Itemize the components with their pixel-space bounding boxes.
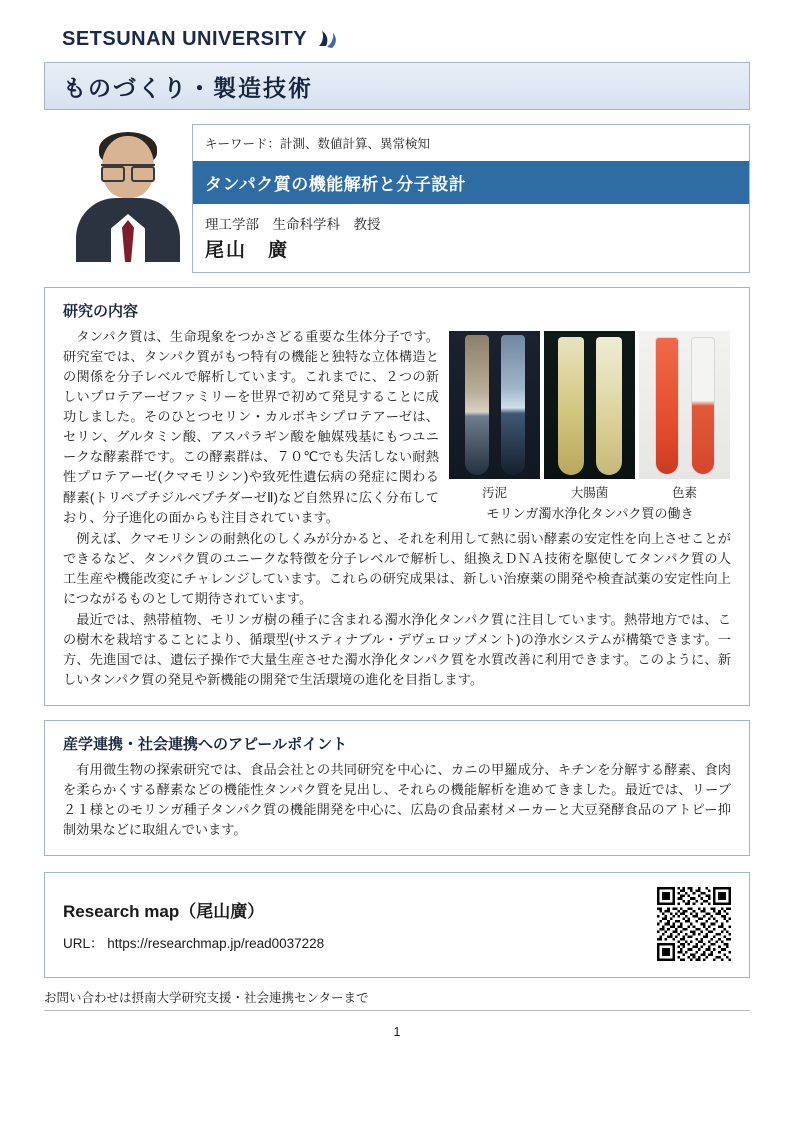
research-map-title: Research map（尾山廣） (63, 901, 265, 921)
affiliation-text: 理工学部 生命科学科 教授 (205, 217, 381, 232)
research-content-section (44, 287, 750, 706)
figure-caption: モリンガ濁水浄化タンパク質の働き (486, 506, 694, 521)
research-map-section (44, 872, 750, 978)
photo-ecoli (544, 331, 635, 479)
university-name: SETSUNAN UNIVERSITY (62, 27, 308, 50)
photo-label-sludge: 汚泥 (481, 486, 507, 500)
footer-contact-note: お問い合わせは摂南大学研究支援・社会連携センターまで (44, 988, 750, 1011)
page-number: 1 (393, 1025, 401, 1040)
research-map-url-line (63, 932, 324, 952)
document-title-bar (44, 62, 750, 110)
appeal-section-heading: 産学連携・社会連携へのアピールポイント (63, 736, 348, 754)
photo-label-ecoli: 大腸菌 (570, 486, 609, 500)
research-content-flow (63, 327, 731, 691)
photo-sludge (449, 331, 540, 479)
appeal-paragraph-1: 有用微生物の探索研究では、食品会社との共同研究を中心に、カニの甲羅成分、キチンを分解する酵素、食肉を柔らかくする酵素などの機能性タンパク質を見出し、それらの機能解析を進めてきました。最近では、リーブ２１様とのモリンガ種子タンパク質の機能開発を中心に、広島の食品素材メーカーと大豆発酵食品のアトピー抑制効果などに取組んでいます。 (63, 762, 731, 838)
research-map-text (63, 897, 324, 952)
page-title: ものづくり・製造技術 (63, 74, 313, 101)
photo-label-pigment: 色素 (671, 486, 697, 500)
research-paragraph-1: タンパク質は、生命現象をつかさどる重要な生体分子です。研究室では、タンパク質がもつ特有の機能と独特な立体構造との関係を分子レベルで解析しています。これまでに、２つの新しいプロテアーゼファミリーを世界で初めて発見することに成功しました。そのひとつセリン・カルボキシプロテアーゼは、セリン、グルタミン酸、アスパラギン酸を触媒残基にもつユニークな酵素群です。この酵素群は、７０℃でも失活しない耐熱性プロテアーゼ(クマモリシン)や致死性遺伝病の発症に関わる酵素(トリペプチジルペプチダーゼⅡ)など自然界に広く分布しており、分子進化の面からも注目されています。 (63, 329, 439, 525)
research-map-link[interactable]: https://researchmap.jp/read0037228 (107, 935, 325, 951)
research-theme-title: タンパク質の機能解析と分子設計 (193, 161, 749, 204)
qr-code-icon[interactable] (657, 887, 731, 961)
research-paragraph-2: 例えば、クマモリシンの耐熱化のしくみが分かると、それを利用して熱に弱い酵素の安定性を向上させことができるなど、タンパク質のユニークな特徴を分子レベルで解析し、組換えＤＮＡ技術を駆使してタンパク質の人工生産や機能改変にチャレンジしています。これらの研究成果は、新しい治療薬の開発や検査試薬の安定性向上につながるものとして期待されています。 (63, 530, 731, 606)
profile-details (192, 124, 750, 273)
researcher-portrait (74, 124, 182, 262)
figure-photo-labels (449, 483, 731, 501)
research-section-heading: 研究の内容 (63, 303, 139, 320)
photo-pigment (639, 331, 730, 479)
url-label: URL： (63, 935, 104, 951)
researcher-name: 尾山 廣 (205, 240, 290, 261)
figure-photo-row (449, 331, 731, 479)
keywords-line: キーワード：計測、数値計算、異常検知 (205, 137, 431, 151)
appeal-section (44, 720, 750, 856)
appeal-body-text (63, 760, 731, 840)
profile-block (44, 124, 750, 273)
university-header (44, 26, 750, 52)
research-paragraph-3: 最近では、熱帯植物、モリンガ樹の種子に含まれる濁水浄化タンパク質に注目しています。熱帯地方では、この樹木を栽培することにより、循環型(サスティナブル・デヴェロップメント)の浄水システムが構築できます。一方、先進国では、遺伝子操作で大量生産させた濁水浄化タンパク質を水質改善に利用できます。このように、新しいタンパク質の発見や新機能の開発で生活環境の進化を目指します。 (63, 611, 731, 688)
research-figure (449, 331, 731, 522)
setsunan-logo-icon (313, 26, 339, 52)
